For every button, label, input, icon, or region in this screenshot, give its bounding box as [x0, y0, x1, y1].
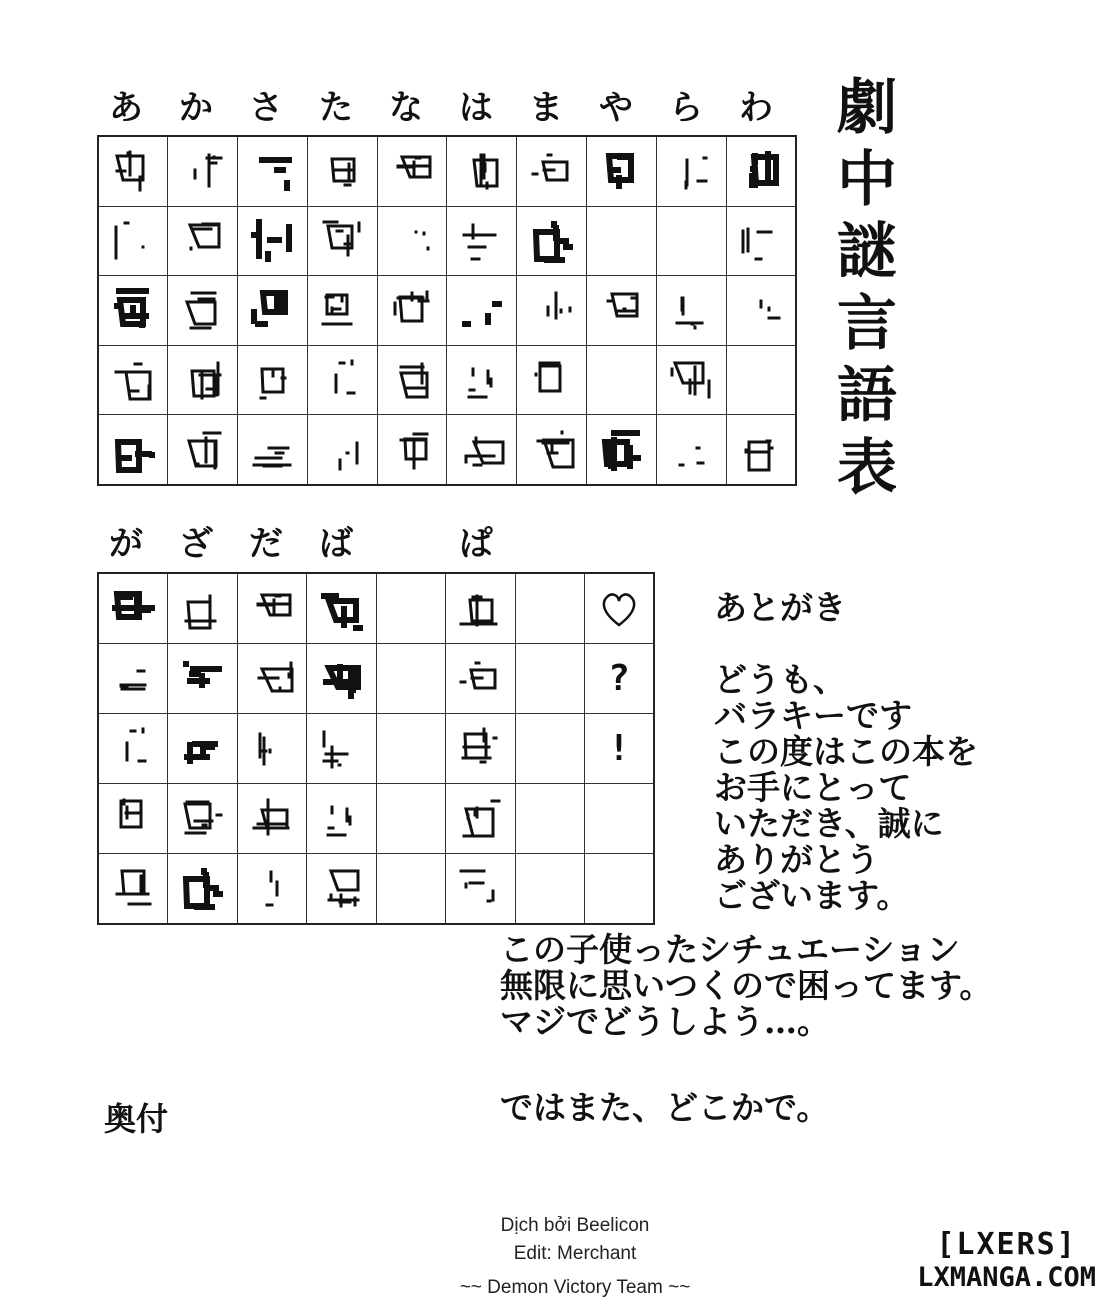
- kana-header-char: な: [389, 88, 423, 128]
- afterword-line: ありがとう: [714, 840, 879, 879]
- cipher-glyph-icon: [668, 148, 714, 194]
- cipher-cell: [168, 276, 238, 346]
- cipher-cell: [446, 714, 516, 784]
- cipher-cell: [587, 136, 657, 206]
- cipher-cell: [585, 573, 655, 644]
- cipher-cell: [307, 415, 377, 485]
- cipher-glyph-icon: [319, 218, 365, 264]
- cipher-cell: [307, 853, 377, 924]
- cipher-row: [98, 853, 654, 924]
- cipher-row: [98, 206, 796, 276]
- cipher-cell: [515, 714, 585, 784]
- cipher-cell: [237, 714, 307, 784]
- cipher-glyph-icon: [110, 656, 156, 702]
- cipher-cell: [517, 276, 587, 346]
- kana-header-voiced: [98, 516, 518, 564]
- cipher-cell: [168, 345, 238, 415]
- cipher-cell: [168, 206, 238, 276]
- cipher-glyph-icon: [457, 795, 503, 841]
- cipher-cell: [238, 206, 308, 276]
- cipher-glyph-icon: [389, 148, 435, 194]
- cipher-cell: [517, 415, 587, 485]
- cipher-cell: [585, 783, 655, 853]
- cipher-glyph-icon: [179, 795, 225, 841]
- kana-header-char: が: [109, 524, 143, 564]
- cipher-glyph-icon: [459, 427, 505, 473]
- cipher-glyph-icon: [668, 287, 714, 333]
- cipher-glyph-icon: [180, 427, 226, 473]
- cipher-cell: [447, 345, 517, 415]
- cipher-cell: [168, 573, 238, 644]
- cipher-cell: [237, 853, 307, 924]
- cipher-glyph-icon: [598, 427, 644, 473]
- afterword-line: 無限に思いつくので困ってます。: [500, 966, 993, 1005]
- afterword-line: どうも、: [714, 660, 846, 699]
- cipher-glyph-icon: [179, 725, 225, 771]
- cipher-cell: [656, 276, 726, 346]
- colophon-label: 奥付: [104, 1100, 169, 1138]
- cipher-glyph-icon: [110, 865, 156, 911]
- cipher-glyph-icon: [319, 427, 365, 473]
- cipher-cell: [376, 714, 446, 784]
- cipher-glyph-icon: [110, 148, 156, 194]
- cipher-glyph-icon: [457, 586, 503, 632]
- cipher-glyph-icon: [389, 427, 435, 473]
- cipher-cell: [515, 853, 585, 924]
- cipher-glyph-icon: [180, 357, 226, 403]
- cipher-glyph-icon: [249, 656, 295, 702]
- cipher-glyph-icon: [529, 357, 575, 403]
- cipher-glyph-icon: [249, 287, 295, 333]
- cipher-glyph-icon: [459, 218, 505, 264]
- cipher-cell: [726, 276, 796, 346]
- cipher-cell: [307, 573, 377, 644]
- cipher-cell: [446, 853, 516, 924]
- watermark-line1: [LXERS]: [936, 1227, 1077, 1262]
- title-char: 謎: [837, 217, 897, 287]
- cipher-cell: [98, 573, 168, 644]
- cipher-glyph-icon: [738, 427, 784, 473]
- cipher-cell: [656, 136, 726, 206]
- cipher-cell: [515, 644, 585, 714]
- cipher-cell: [447, 206, 517, 276]
- cipher-glyph-icon: [529, 148, 575, 194]
- page-title: [832, 72, 902, 504]
- cipher-cell: [446, 573, 516, 644]
- cipher-cell: [656, 345, 726, 415]
- kana-header-char: わ: [739, 88, 773, 128]
- watermark-line2: LXMANGA.COM: [917, 1262, 1096, 1293]
- kana-header-char: ま: [529, 88, 563, 128]
- cipher-glyph-icon: [598, 287, 644, 333]
- kana-header-char: ば: [319, 524, 353, 564]
- cipher-glyph-icon: [529, 427, 575, 473]
- cipher-cell: [238, 276, 308, 346]
- kana-header-char: や: [599, 88, 633, 128]
- cipher-glyph-icon: [738, 218, 784, 264]
- cipher-row: [98, 644, 654, 714]
- cipher-glyph-icon: [318, 656, 364, 702]
- cipher-glyph-icon: [738, 287, 784, 333]
- cipher-cell: [98, 644, 168, 714]
- cipher-cell: [656, 415, 726, 485]
- question-mark: ?: [608, 658, 630, 700]
- kana-header-char: は: [459, 88, 493, 128]
- cipher-row: [98, 136, 796, 206]
- cipher-cell: [307, 136, 377, 206]
- credits: [420, 1212, 730, 1302]
- cipher-cell: [376, 783, 446, 853]
- cipher-cell: [377, 136, 447, 206]
- cipher-cell: [447, 136, 517, 206]
- heart-icon: [597, 587, 641, 631]
- kana-header-char: さ: [249, 88, 283, 128]
- cipher-cell: [237, 573, 307, 644]
- cipher-row: [98, 714, 654, 784]
- cipher-cell: [168, 714, 238, 784]
- watermark: [917, 1228, 1096, 1294]
- cipher-glyph-icon: [110, 218, 156, 264]
- cipher-glyph-icon: [668, 427, 714, 473]
- cipher-cell: [237, 783, 307, 853]
- cipher-cell: [376, 573, 446, 644]
- cipher-glyph-icon: [457, 656, 503, 702]
- cipher-glyph-icon: [668, 357, 714, 403]
- afterword-line: ございます。: [714, 876, 910, 915]
- cipher-cell: [98, 206, 168, 276]
- cipher-glyph-icon: [110, 287, 156, 333]
- cipher-glyph-icon: [249, 427, 295, 473]
- cipher-glyph-icon: [179, 586, 225, 632]
- title-char: 劇: [837, 73, 897, 143]
- kana-header-char: ぱ: [459, 524, 493, 564]
- cipher-row: [98, 345, 796, 415]
- cipher-cell: [726, 345, 796, 415]
- cipher-glyph-icon: [179, 656, 225, 702]
- cipher-cell: [307, 206, 377, 276]
- cipher-glyph-icon: [110, 427, 156, 473]
- cipher-glyph-icon: [180, 287, 226, 333]
- cipher-cell: [307, 345, 377, 415]
- cipher-glyph-icon: [389, 287, 435, 333]
- cipher-cell: [517, 345, 587, 415]
- afterword-body: [714, 662, 978, 914]
- cipher-cell: [377, 345, 447, 415]
- cipher-glyph-icon: [110, 725, 156, 771]
- cipher-cell: [168, 644, 238, 714]
- cipher-cell: [377, 206, 447, 276]
- cipher-cell: [168, 415, 238, 485]
- cipher-cell: [517, 136, 587, 206]
- cipher-cell: [515, 573, 585, 644]
- cipher-cell: [376, 853, 446, 924]
- cipher-row: [98, 573, 654, 644]
- exclamation-mark: !: [608, 727, 630, 769]
- cipher-cell: [237, 644, 307, 714]
- cipher-glyph-icon: [529, 218, 575, 264]
- afterword-closing: ではまた、どこかで。: [500, 1088, 830, 1127]
- cipher-cell: [587, 415, 657, 485]
- cipher-glyph-icon: [457, 865, 503, 911]
- cipher-cell: [238, 415, 308, 485]
- cipher-glyph-icon: [249, 725, 295, 771]
- credit-editor: Edit: Merchant: [513, 1243, 637, 1264]
- cipher-glyph-icon: [249, 586, 295, 632]
- kana-header-char: た: [319, 88, 353, 128]
- cipher-glyph-icon: [318, 795, 364, 841]
- cipher-cell: [447, 415, 517, 485]
- cipher-cell: [446, 783, 516, 853]
- cipher-row: [98, 415, 796, 485]
- cipher-glyph-icon: [110, 795, 156, 841]
- cipher-row: [98, 783, 654, 853]
- cipher-glyph-icon: [249, 865, 295, 911]
- cipher-glyph-icon: [389, 218, 435, 264]
- cipher-glyph-icon: [249, 148, 295, 194]
- cipher-glyph-icon: [249, 795, 295, 841]
- cipher-cell: [587, 206, 657, 276]
- cipher-cell: [585, 714, 655, 784]
- afterword-line: お手にとって: [714, 768, 912, 807]
- cipher-glyph-icon: [389, 357, 435, 403]
- cipher-cell: [238, 136, 308, 206]
- cipher-glyph-icon: [529, 287, 575, 333]
- cipher-table-main: [97, 135, 797, 486]
- credit-team: ~~ Demon Victory Team ~~: [459, 1277, 691, 1298]
- cipher-glyph-icon: [110, 357, 156, 403]
- cipher-cell: [517, 206, 587, 276]
- cipher-cell: [168, 783, 238, 853]
- cipher-cell: [168, 853, 238, 924]
- cipher-cell: [585, 853, 655, 924]
- cipher-cell: [585, 644, 655, 714]
- afterword-line: マジでどうしよう…。: [500, 1002, 830, 1041]
- cipher-cell: [168, 136, 238, 206]
- kana-header-char: あ: [109, 88, 143, 128]
- cipher-cell: [515, 783, 585, 853]
- cipher-cell: [307, 714, 377, 784]
- cipher-glyph-icon: [179, 865, 225, 911]
- cipher-glyph-icon: [110, 586, 156, 632]
- cipher-glyph-icon: [249, 357, 295, 403]
- cipher-cell: [726, 136, 796, 206]
- kana-header-char: ら: [669, 88, 703, 128]
- cipher-cell: [98, 415, 168, 485]
- afterword-line: いただき、誠に: [714, 804, 944, 843]
- cipher-cell: [98, 345, 168, 415]
- cipher-glyph-icon: [318, 586, 364, 632]
- kana-header-char: ざ: [179, 524, 213, 564]
- cipher-table-voiced: [97, 572, 655, 925]
- cipher-cell: [377, 415, 447, 485]
- cipher-cell: [447, 276, 517, 346]
- cipher-glyph-icon: [459, 148, 505, 194]
- credit-translator: Dịch bởi Beelicon: [500, 1215, 650, 1236]
- title-char: 中: [837, 145, 897, 215]
- cipher-cell: [98, 714, 168, 784]
- kana-header-char: だ: [249, 524, 283, 564]
- cipher-cell: [307, 644, 377, 714]
- cipher-glyph-icon: [738, 148, 784, 194]
- cipher-glyph-icon: [598, 148, 644, 194]
- afterword-heading: あとがき: [714, 588, 846, 627]
- afterword-wide: [500, 932, 992, 1040]
- cipher-cell: [98, 276, 168, 346]
- cipher-glyph-icon: [180, 218, 226, 264]
- cipher-glyph-icon: [180, 148, 226, 194]
- cipher-cell: [98, 853, 168, 924]
- cipher-cell: [587, 345, 657, 415]
- cipher-cell: [307, 783, 377, 853]
- cipher-glyph-icon: [319, 357, 365, 403]
- cipher-cell: [656, 206, 726, 276]
- cipher-cell: [238, 345, 308, 415]
- cipher-cell: [587, 276, 657, 346]
- cipher-glyph-icon: [457, 725, 503, 771]
- cipher-cell: [98, 783, 168, 853]
- afterword-line: バラキーです: [714, 696, 912, 735]
- cipher-glyph-icon: [459, 287, 505, 333]
- cipher-glyph-icon: [318, 865, 364, 911]
- title-char: 言: [837, 289, 897, 359]
- cipher-glyph-icon: [318, 725, 364, 771]
- cipher-glyph-icon: [459, 357, 505, 403]
- cipher-cell: [307, 276, 377, 346]
- cipher-cell: [726, 415, 796, 485]
- kana-header-char: か: [179, 88, 213, 128]
- cipher-glyph-icon: [249, 218, 295, 264]
- title-char: 表: [837, 433, 897, 503]
- afterword-line: この子使ったシチュエーション: [500, 930, 960, 969]
- cipher-cell: [446, 644, 516, 714]
- cipher-cell: [98, 136, 168, 206]
- kana-header-main: [98, 80, 798, 128]
- afterword-line: この度はこの本を: [714, 732, 978, 771]
- cipher-cell: [726, 206, 796, 276]
- cipher-glyph-icon: [319, 148, 365, 194]
- title-char: 語: [837, 361, 897, 431]
- cipher-row: [98, 276, 796, 346]
- cipher-glyph-icon: [319, 287, 365, 333]
- cipher-cell: [377, 276, 447, 346]
- cipher-cell: [376, 644, 446, 714]
